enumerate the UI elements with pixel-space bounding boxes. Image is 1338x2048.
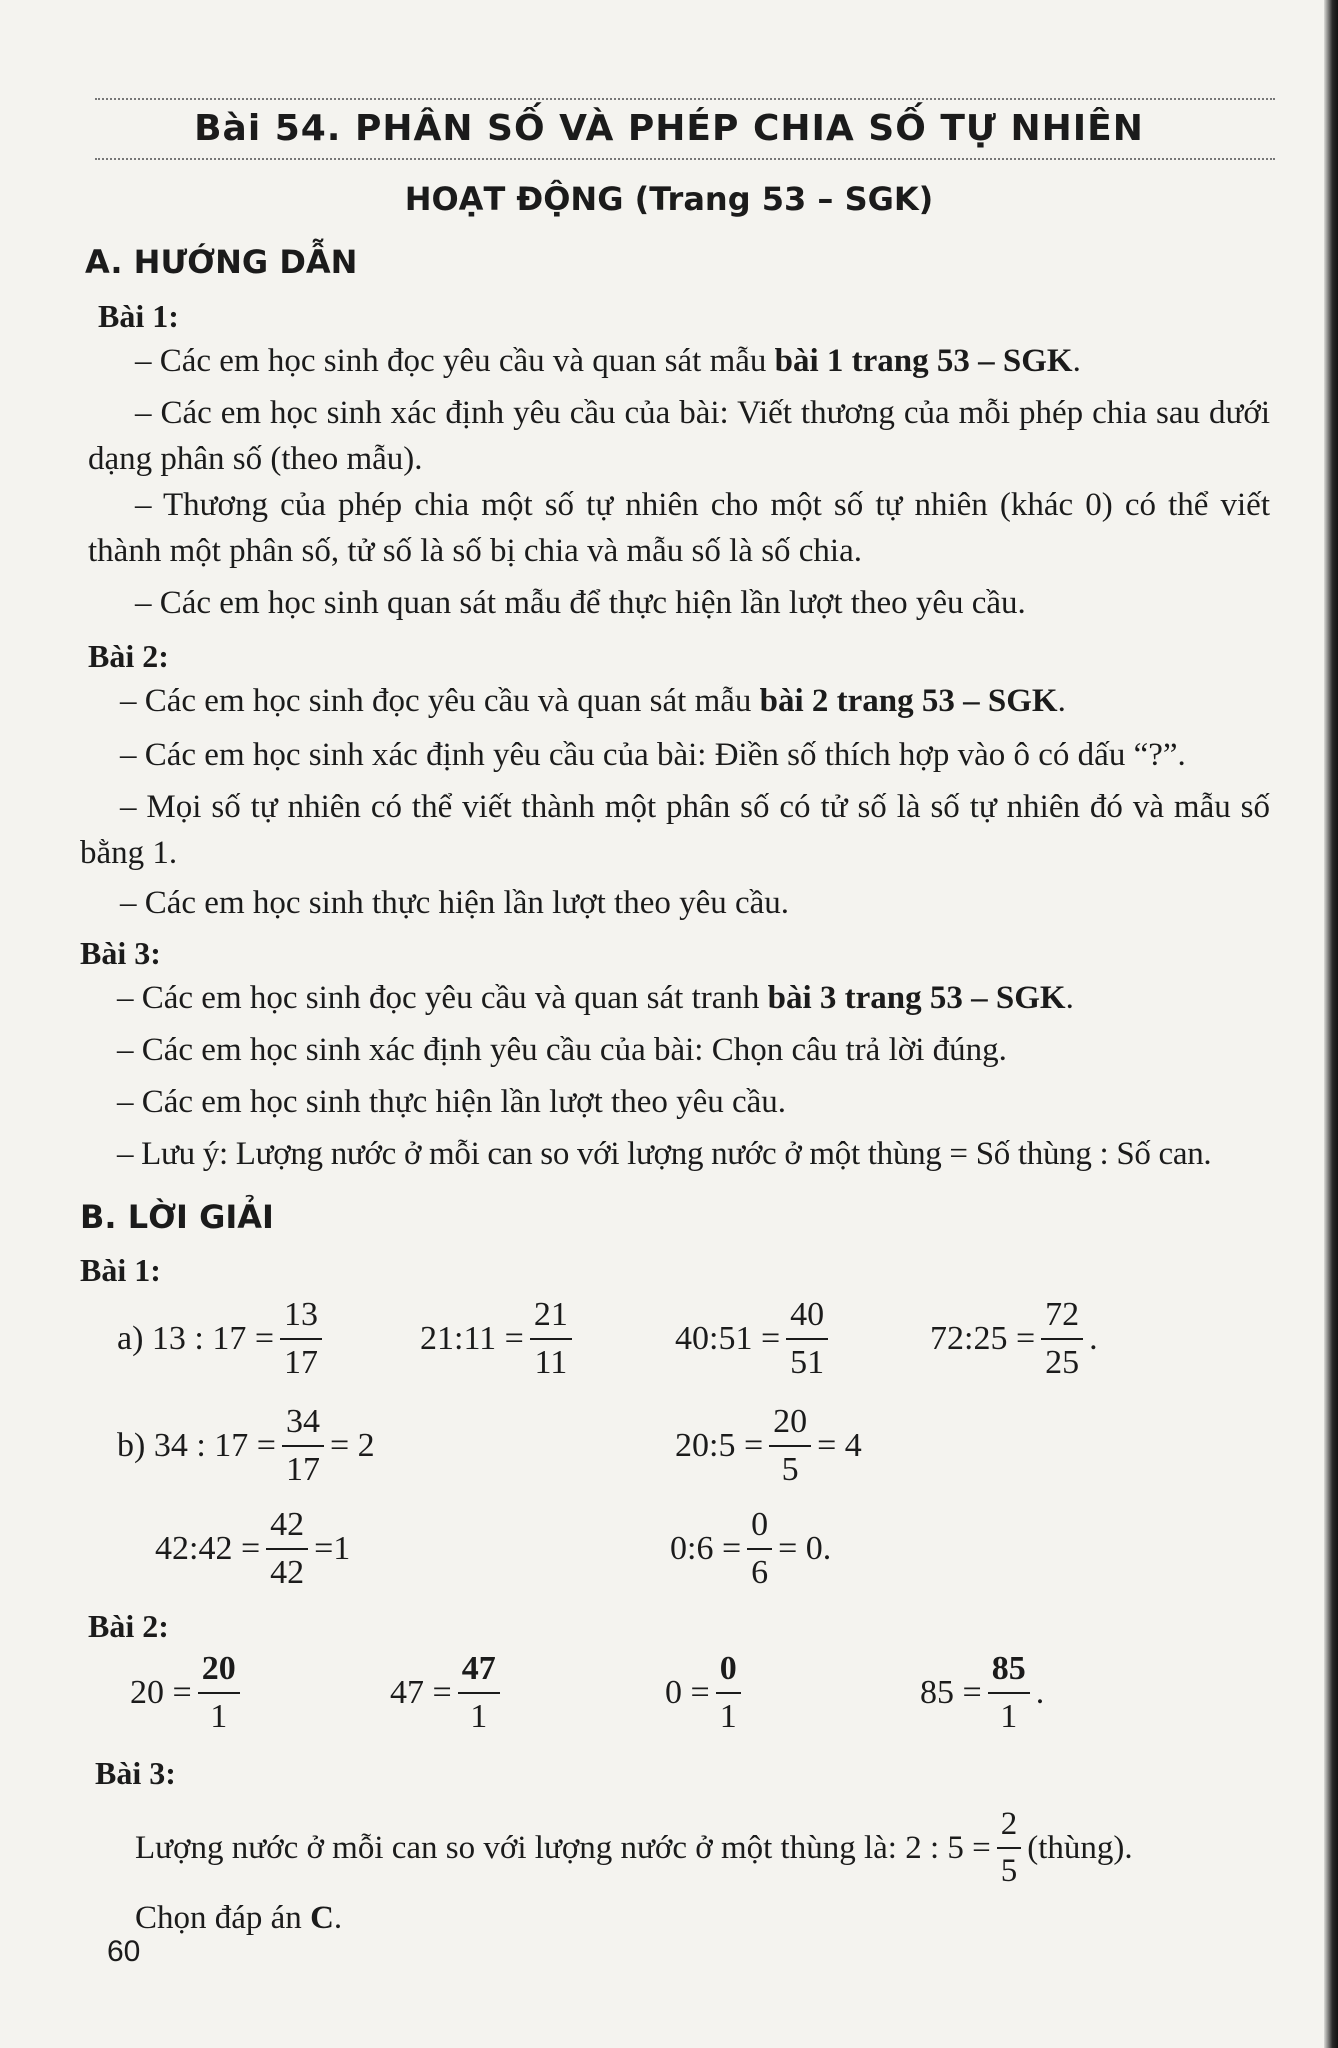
solution-1a-item-2: 21:11 = $\frac{21}{11}$ — [420, 1298, 578, 1380]
solution-2-item-4: 85 = $\frac{85}{1}$ . — [920, 1650, 1045, 1735]
solution-1b-item-4: 0:6 = $\frac{0}{6}$ = 0. — [670, 1506, 832, 1591]
solution-2-item-1: 20 = $\frac{20}{1}$ — [130, 1652, 246, 1734]
bai1-instruction-4: – Các em học sinh quan sát mẫu để thực hiện lần lượt theo yêu cầu. — [135, 585, 1026, 621]
title-dotted-rule — [95, 158, 1275, 160]
solution-2-item-3: 0 = $\frac{0}{1}$ — [665, 1652, 747, 1734]
page-number: 60 — [107, 1935, 141, 1968]
top-dotted-rule — [95, 98, 1275, 100]
section-b-bai2-label: Bài 2: — [88, 1608, 169, 1644]
bai1-instruction-1: – Các em học sinh đọc yêu cầu và quan sát mẫu bài 1 trang 53 – SGK. — [135, 343, 1081, 379]
chapter-title: Bài 54. PHÂN SỐ VÀ PHÉP CHIA SỐ TỰ NHIÊN — [194, 108, 1144, 149]
solution-1a-item-3: 40:51 = $\frac{40}{51}$ — [675, 1298, 834, 1380]
bai3-instruction-3: – Các em học sinh thực hiện lần lượt theo yêu cầu. — [117, 1084, 787, 1120]
solution-3-answer: Chọn đáp án C. — [135, 1900, 343, 1936]
fraction: $\frac{42}{42}$ — [266, 1508, 308, 1590]
bai3-instruction-2: – Các em học sinh xác định yêu cầu của bài: Chọn câu trả lời đúng. — [117, 1032, 1007, 1068]
section-a-bai3-label: Bài 3: — [80, 935, 161, 971]
solution-1b-item-3: 42:42 = $\frac{42}{42}$ =1 — [155, 1506, 351, 1591]
fraction: $\frac{21}{11}$ — [530, 1298, 572, 1380]
bai1-instruction-2: – Các em học sinh xác định yêu cầu của bài: Viết thương của mỗi phép chia sau dưới dạng phân số (theo mẫu). — [88, 395, 1270, 477]
solution-1b-item-2: 20:5 = $\frac{20}{5}$ = 4 — [675, 1403, 862, 1488]
solution-1a-item-4: 72:25 = $\frac{72}{25}$ . — [930, 1296, 1098, 1381]
fraction: $\frac{20}{1}$ — [198, 1652, 240, 1734]
fraction: $\frac{85}{1}$ — [988, 1652, 1030, 1734]
fraction: $\frac{2}{5}$ — [997, 1808, 1022, 1888]
fraction: $\frac{0}{6}$ — [747, 1508, 772, 1590]
fraction: $\frac{0}{1}$ — [716, 1652, 741, 1734]
solution-2-item-2: 47 = $\frac{47}{1}$ — [390, 1652, 506, 1734]
fraction: $\frac{40}{51}$ — [786, 1298, 828, 1380]
section-a-bai1-label: Bài 1: — [98, 298, 179, 334]
section-b-heading: B. LỜI GIẢI — [80, 1198, 274, 1236]
section-a-bai2-label: Bài 2: — [88, 638, 169, 674]
solution-1a-item-1: a) 13 : 17 = $\frac{13}{17}$ — [117, 1298, 328, 1380]
bai2-instruction-4: – Các em học sinh thực hiện lần lượt theo yêu cầu. — [120, 885, 790, 921]
bai2-instruction-1: – Các em học sinh đọc yêu cầu và quan sát mẫu bài 2 trang 53 – SGK. — [120, 683, 1066, 719]
fraction: $\frac{13}{17}$ — [280, 1298, 322, 1380]
fraction: $\frac{34}{17}$ — [282, 1405, 324, 1487]
fraction: $\frac{47}{1}$ — [458, 1652, 500, 1734]
section-a-heading: A. HƯỚNG DẪN — [85, 243, 358, 281]
bai1-instruction-3: – Thương của phép chia một số tự nhiên cho một số tự nhiên (khác 0) có thể viết thành một phân số, tử số là số bị chia và mẫu số là số chia. — [88, 487, 1270, 569]
fraction: $\frac{72}{25}$ — [1041, 1298, 1083, 1380]
section-b-bai3-label: Bài 3: — [95, 1755, 176, 1791]
bai3-instruction-4: – Lưu ý: Lượng nước ở mỗi can so với lượng nước ở một thùng = Số thùng : Số can. — [117, 1136, 1212, 1172]
section-b-bai1-label: Bài 1: — [80, 1252, 161, 1288]
solution-3-line-1: Lượng nước ở mỗi can so với lượng nước ở một thùng là: 2 : 5 = $\frac{2}{5}$ (thùng). — [135, 1806, 1133, 1889]
bai2-instruction-2: – Các em học sinh xác định yêu cầu của bài: Điền số thích hợp vào ô có dấu “?”. — [120, 737, 1186, 773]
bai2-instruction-3: – Mọi số tự nhiên có thể viết thành một phân số có tử số là số tự nhiên đó và mẫu số bằng 1. — [80, 789, 1270, 871]
fraction: $\frac{20}{5}$ — [769, 1405, 811, 1487]
solution-1b-item-1: b) 34 : 17 = $\frac{34}{17}$ = 2 — [117, 1403, 375, 1488]
bai3-instruction-1: – Các em học sinh đọc yêu cầu và quan sát tranh bài 3 trang 53 – SGK. — [117, 980, 1074, 1016]
activity-title: HOẠT ĐỘNG (Trang 53 – SGK) — [404, 180, 934, 218]
book-spine-edge — [1324, 0, 1338, 2048]
